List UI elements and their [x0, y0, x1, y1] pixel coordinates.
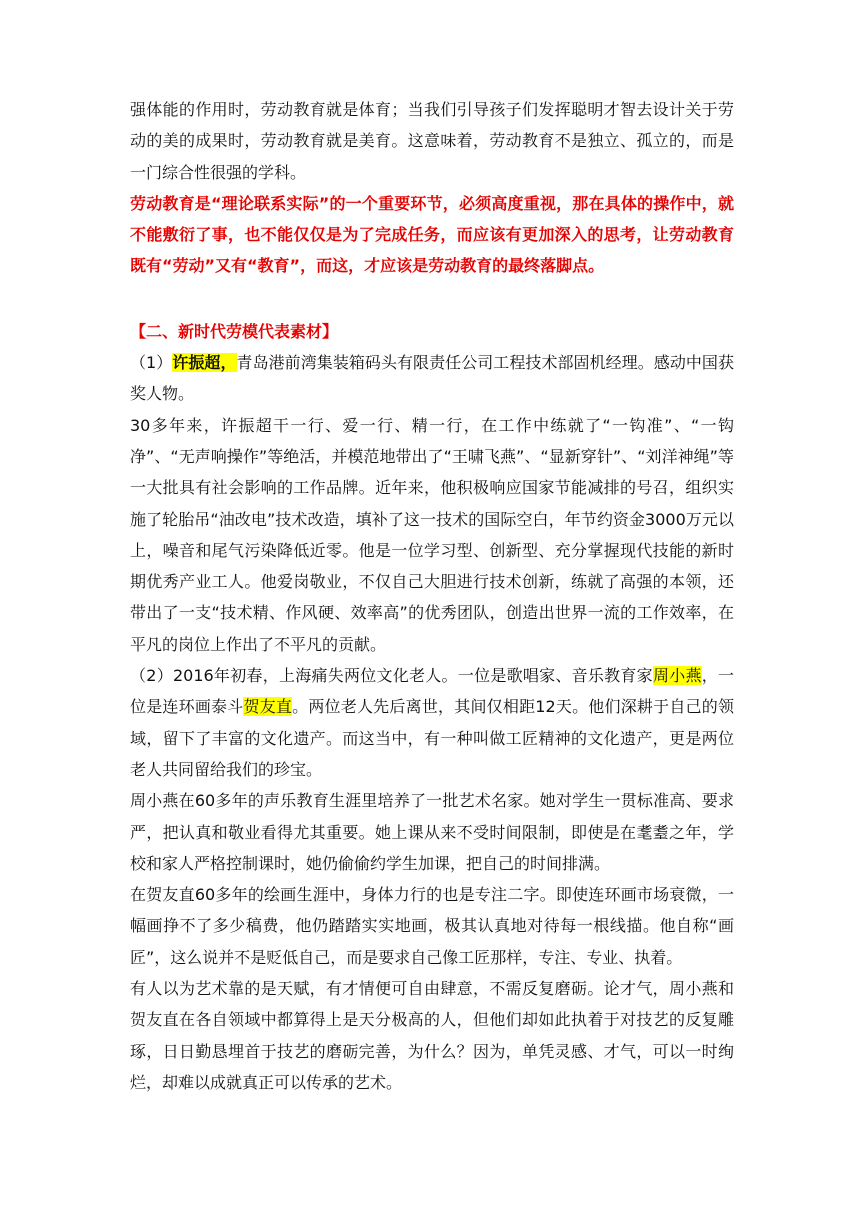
talent-paragraph: 有人以为艺术靠的是天赋，有才情便可自由肆意，不需反复磨砺。论才气，周小燕和贺友直在各自领域中都算得上是天分极高的人，但他们却如此执着于对技艺的反复雕琢，日日勤恳埋首于技艺的磨砺完善，为什么？因为，单凭灵感、才气，可以一时绚烂，却难以成就真正可以传承的艺术。 [130, 979, 734, 1092]
item2-intro [130, 660, 734, 785]
item2-text-2: ，一位是连环画泰斗 [130, 666, 734, 717]
item1-intro-rest: 青岛港前湾集装箱码头有限责任公司工程技术部固机经理。感动中国获奖人物。 [130, 353, 734, 404]
highlight-name-xu-zhenchao: 许振超， [172, 353, 237, 373]
item1-prefix: （1） [130, 353, 173, 373]
document-body [130, 94, 734, 1098]
item2-text-3: 。两位老人先后离世，其间仅相距12天。他们深耕于自己的领域，留下了丰富的文化遗产。而这当中，有一种叫做工匠精神的文化遗产，更是两位老人共同留给我们的珍宝。 [130, 697, 734, 779]
item2-text-1: （2）2016年初春，上海痛失两位文化老人。一位是歌唱家、音乐教育家 [130, 666, 653, 686]
he-paragraph: 在贺友直60多年的绘画生涯中，身体力行的也是专注二字。即使连环画市场衰微，一幅画挣不了多少稿费，他仍踏踏实实地画，极其认真地对待每一根线描。他自称“画匠”，这么说并不是贬低自己，而是要求自己像工匠那样，专注、专业、执着。 [130, 885, 734, 967]
item1-intro [130, 347, 734, 410]
intro-paragraph: 强体能的作用时，劳动教育就是体育；当我们引导孩子们发挥聪明才智去设计关于劳动的美的成果时，劳动教育就是美育。这意味着，劳动教育不是独立、孤立的，而是一门综合性很强的学科。 [130, 100, 734, 182]
highlight-name-zhou-xiaoyan: 周小燕 [652, 666, 702, 686]
section-heading: 【二、新时代劳模代表素材】 [130, 321, 339, 341]
zhou-paragraph: 周小燕在60多年的声乐教育生涯里培养了一批艺术名家。她对学生一贯标准高、要求严，把认真和敬业看得尤其重要。她上课从来不受时间限制，即使是在耄耋之年，学校和家人严格控制课时，她仍偷偷约学生加课，把自己的时间排满。 [130, 791, 734, 873]
emphasis-paragraph: 劳动教育是“理论联系实际”的一个重要环节，必须高度重视，那在具体的操作中，就不能敷衍了事，也不能仅仅是为了完成任务，而应该有更加深入的思考，让劳动教育既有“劳动”又有“教育”，而这，才应该是劳动教育的最终落脚点。 [130, 193, 734, 276]
item1-body: 30多年来，许振超干一行、爱一行、精一行，在工作中练就了“一钩准”、“一钩净”、“无声响操作”等绝活，并模范地带出了“王啸飞燕”、“显新穿针”、“刘洋神绳”等一大批具有社会影响的工作品牌。近年来，他积极响应国家节能减排的号召，组织实施了轮胎吊“油改电”技术改造，填补了这一技术的国际空白，年节约资金3000万元以上，噪音和尾气污染降低近零。他是一位学习型、创新型、充分掌握现代技能的新时期优秀产业工人。他爱岗敬业，不仅自己大胆进行技术创新，练就了高强的本领，还带出了一支“技术精、作风硬、效率高”的优秀团队，创造出世界一流的工作效率，在平凡的岗位上作出了不平凡的贡献。 [130, 415, 734, 654]
highlight-name-he-youzhi: 贺友直 [243, 697, 293, 717]
